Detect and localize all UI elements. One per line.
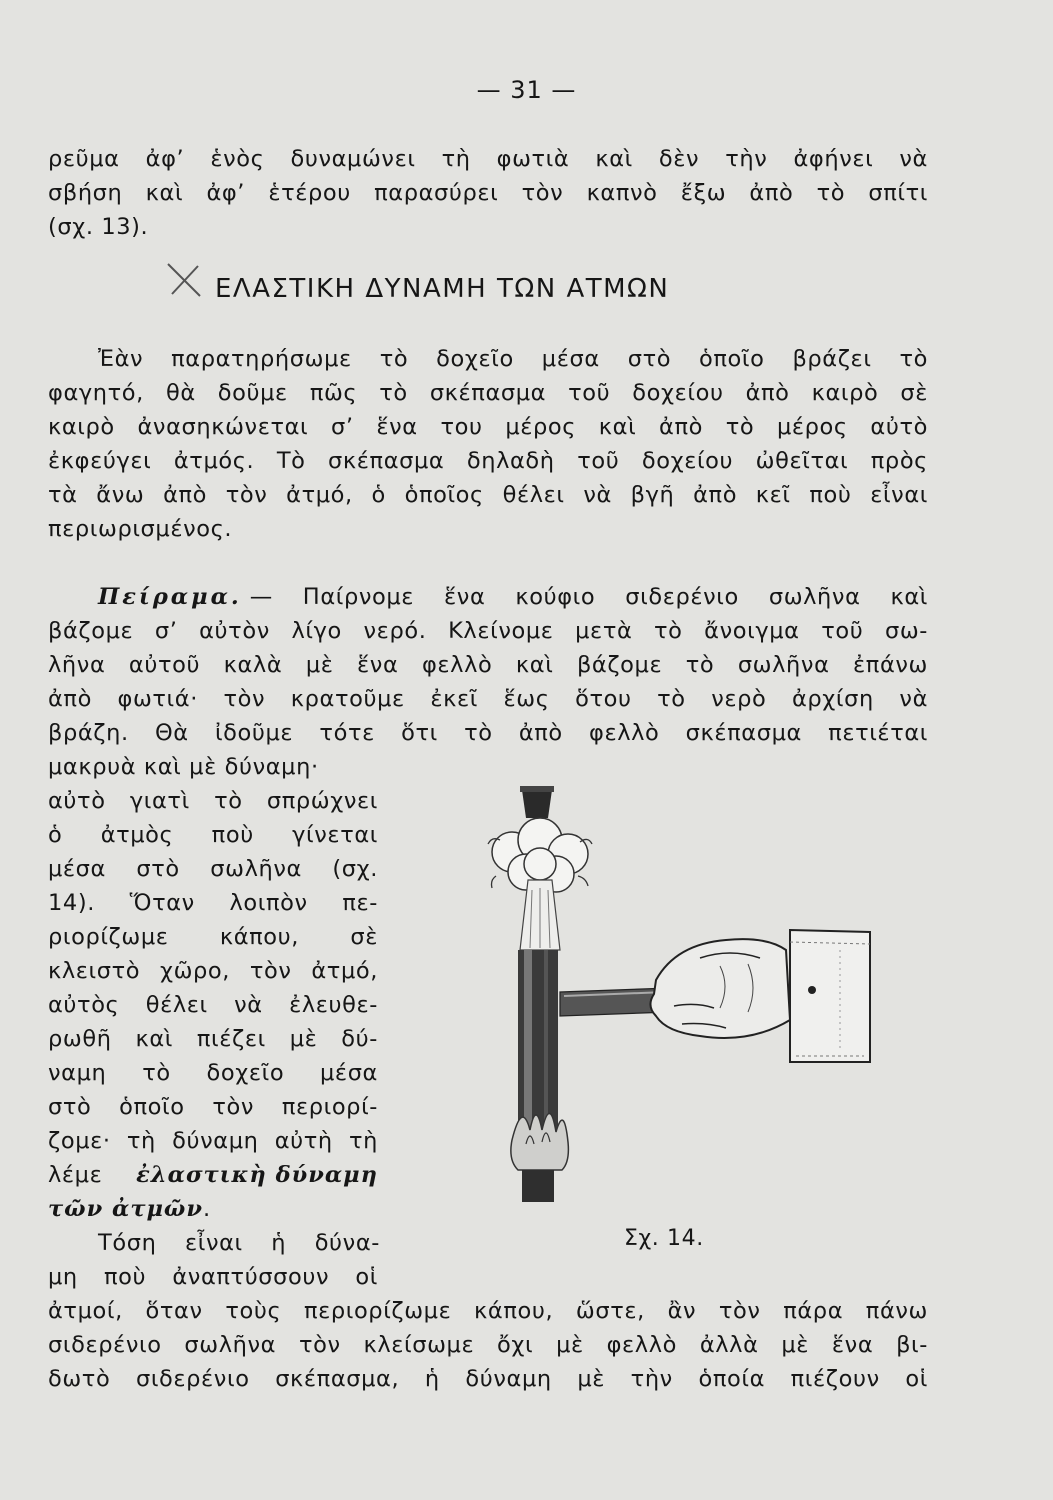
narrow-line-5: 14). Ὅταν λοιπὸν πε- [48,890,378,916]
narrow-line-10: ναμη τὸ δοχεῖο μέσα [48,1060,378,1086]
closing-narrow-line-2: μη ποὺ ἀναπτύσσουν οἱ [48,1264,378,1290]
paragraph1-line-4: ἐκφεύγει ἀτμός. Τὸ σκέπασμα δηλαδὴ τοῦ δοχείου ὠθεῖται πρὸς [48,448,928,474]
term-line-1: ἐλαστικὴ δύναμη [136,1162,378,1188]
experiment-line-1 [98,580,928,614]
narrow-line-9: ρωθῆ καὶ πιέζει μὲ δύ- [48,1026,378,1052]
paragraph1-line-6: περιωρισμένος. [48,516,233,542]
experiment-line-5: βράζη. Θὰ ἰδοῦμε τότε ὅτι τὸ ἀπὸ φελλὸ σκέπασμα πετιέται [48,720,928,746]
term-line-2: τῶν ἀτμῶν [48,1196,203,1222]
intro-line-1: ρεῦμα ἀφ’ ἑνὸς δυναμώνει τὴ φωτιὰ καὶ δὲν τὴν ἀφήνει νὰ [48,146,928,172]
narrow-line-4: μέσα στὸ σωλῆνα (σχ. [48,856,378,882]
narrow-line-6: ριορίζωμε κάπου, σὲ [48,924,378,950]
experiment-line-4: ἀπὸ φωτιά· τὸν κρατοῦμε ἐκεῖ ἕως ὅτου τὸ νερὸ ἀρχίση νὰ [48,686,928,712]
narrow-line-8: αὐτὸς θέλει νὰ ἐλευθε- [48,992,378,1018]
experiment-label: Πείραμα. [98,584,242,610]
closing-narrow-line-1: Τόση εἶναι ἡ δύνα- [98,1230,380,1256]
closing-line-1: ἀτμοί, ὅταν τοὺς περιορίζωμε κάπου, ὥστε, ἂν τὸν πάρα πάνω [48,1298,928,1324]
narrow-line-3: ὁ ἀτμὸς ποὺ γίνεται [48,822,378,848]
narrow-line-11: στὸ ὁποῖο τὸν περιορί- [48,1094,378,1120]
closing-line-2: σιδερένιο σωλῆνα τὸν κλείσωμε ὄχι μὲ φελλὸ ἀλλὰ μὲ ἕνα βι- [48,1332,928,1358]
closing-line-3: δωτὸ σιδερένιο σκέπασμα, ἡ δύναμη μὲ τὴν ὁποία πιέζουν οἱ [48,1366,928,1392]
paragraph1-line-5: τὰ ἄνω ἀπὸ τὸν ἀτμό, ὁ ὁποῖος θέλει νὰ βγῆ ἀπὸ κεῖ ποὺ εἶναι [48,482,928,508]
narrow-last-prefix: λέμε [48,1162,103,1188]
intro-line-3: (σχ. 13). [48,214,149,240]
figure-caption: Σχ. 14. [624,1226,704,1251]
narrow-line-13 [48,1158,378,1192]
section-heading: ΕΛΑΣΤΙΚΗ ΔΥΝΑΜΗ ΤΩΝ ΑΤΜΩΝ [215,274,670,304]
paragraph1-line-2: φαγητό, θὰ δοῦμε πῶς τὸ σκέπασμα τοῦ δοχείου ἀπὸ καιρὸ σὲ [48,380,928,406]
experiment-line-2: βάζομε σ’ αὐτὸν λίγο νερό. Κλείνομε μετὰ τὸ ἄνοιγμα τοῦ σω- [48,618,928,644]
narrow-line-7: κλειστὸ χῶρο, τὸν ἀτμό, [48,958,378,984]
page-number: — 31 — [476,76,577,104]
narrow-line-14 [48,1192,378,1226]
paragraph1-line-3: καιρὸ ἀνασηκώνεται σ’ ἕνα του μέρος καὶ ἀπὸ τὸ μέρος αὐτὸ [48,414,928,440]
narrow-line-12: ζομε· τὴ δύναμη αὐτὴ τὴ [48,1128,378,1154]
experiment-line-3: λῆνα αὐτοῦ καλὰ μὲ ἕνα φελλὸ καὶ βάζομε τὸ σωλῆνα ἐπάνω [48,652,928,678]
steam-tube-illustration-icon [460,780,930,1210]
narrow-line-1: μακρυὰ καὶ μὲ δύναμη· [48,754,319,780]
experiment-first-line: — Παίρνομε ἕνα κούφιο σιδερένιο σωλῆνα καὶ [249,584,928,610]
term-end: . [202,1196,211,1222]
intro-line-2: σβήση καὶ ἀφ’ ἑτέρου παρασύρει τὸν καπνὸ ἔξω ἀπὸ τὸ σπίτι [48,180,928,206]
paragraph1-line-1: Ἐὰν παρατηρήσωμε τὸ δοχεῖο μέσα στὸ ὁποῖο βράζει τὸ [98,346,928,372]
narrow-line-2: αὐτὸ γιατὶ τὸ σπρώχνει [48,788,378,814]
pencil-mark-icon [162,258,206,302]
